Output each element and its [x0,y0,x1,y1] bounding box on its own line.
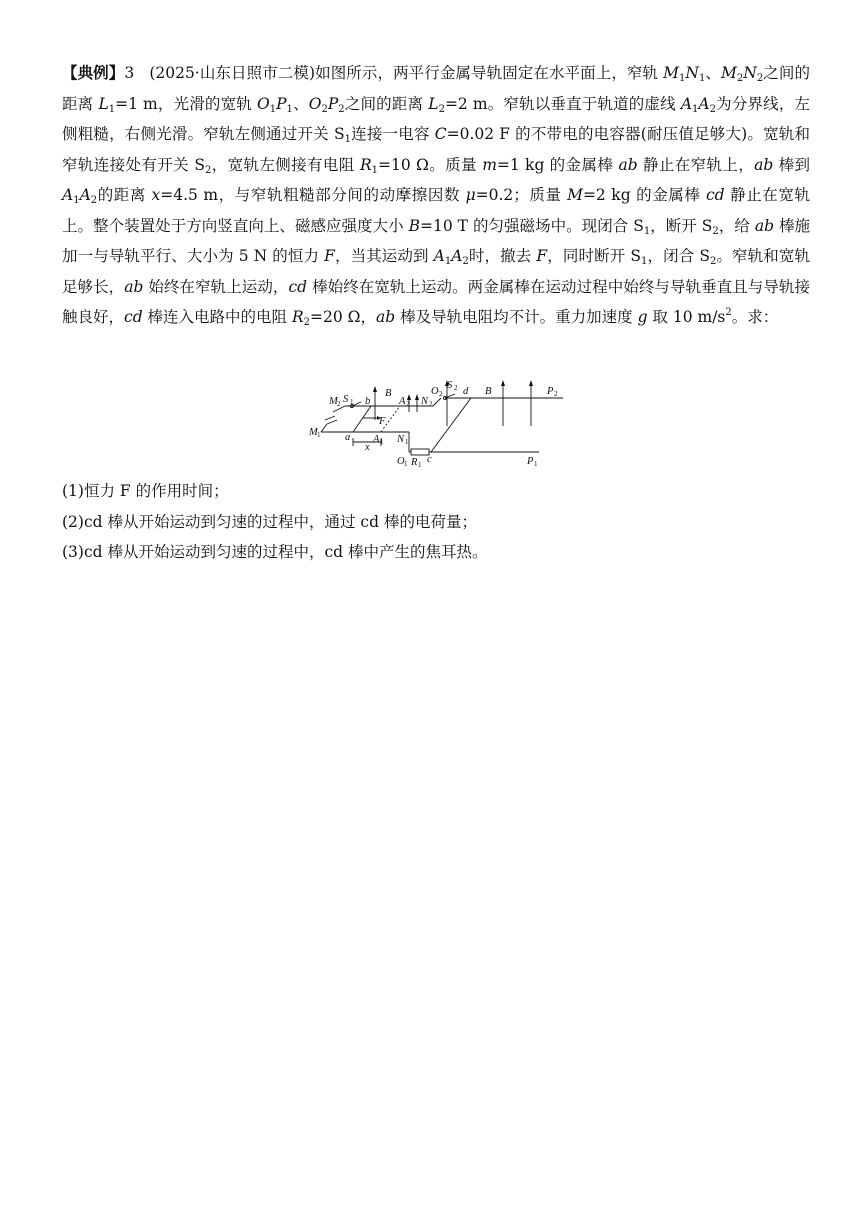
problem-segment: 1 [643,225,651,237]
problem-segment: F [536,247,548,265]
problem-segment: 2 [709,256,717,267]
problem-segment: g [637,308,648,326]
problem-segment: 1 [444,256,452,267]
question-list [62,476,810,568]
label-a1: A [373,434,380,445]
problem-segment: 时，撤去 [468,247,537,265]
problem-segment: A [433,247,445,265]
problem-segment: F [324,247,335,265]
label-o2: O [431,386,439,397]
problem-segment: 之间的距离 [344,94,429,113]
problem-segment: μ [465,186,476,204]
label-o1: O [397,456,405,467]
problem-segment: C [434,125,447,143]
problem-segment: N [685,64,699,82]
problem-segment: 2 [204,164,212,176]
problem-segment: R [359,155,372,174]
problem-body [62,64,810,326]
svg-text:2: 2 [337,400,341,408]
problem-segment: 2 [438,103,445,115]
problem-segment: 、 [292,94,309,113]
label-n2: N [421,396,429,407]
problem-segment: 棒连入电路中的电阻 [142,308,292,326]
problem-segment: ab [618,155,638,174]
label-d: d [463,386,469,397]
problem-segment: 之间的距离 [62,64,810,113]
problem-segment: 的距离 [97,186,152,204]
problem-statement [62,58,810,333]
question-2: (2)cd 棒从开始运动到匀速的过程中，通过 cd 棒的电荷量； [62,512,477,531]
label-n1: N [397,434,405,445]
question-3: (3)cd 棒从开始运动到匀速的过程中，cd 棒中产生的焦耳热。 [62,543,488,561]
label-r1: R [411,457,418,468]
label-s2: S [447,380,453,391]
example-tag: 【典例】 [62,64,125,82]
problem-segment: N [743,64,757,82]
problem-segment: P [276,94,287,113]
problem-segment: 连接一电容 [350,125,435,143]
label-b-left: B [385,388,392,399]
problem-segment: B [408,216,420,235]
problem-segment: O [257,94,270,113]
problem-segment: ，宽轨左侧接有电阻 [211,155,360,174]
svg-text:2: 2 [406,400,410,408]
problem-segment: 1 [679,73,686,84]
problem-segment: ，当其运动到 [334,247,434,265]
problem-segment: 静止在窄轨上， [637,155,755,174]
label-p1: P [527,456,534,467]
problem-segment: 静止在宽轨上。整个装置处于方向竖直向上、磁感应强度大小 [62,186,810,235]
field-arrowhead-6 [529,380,533,386]
problem-segment: 1 [286,103,293,115]
problem-segment: ，闭合 S [647,247,710,265]
problem-segment: =10 Ω。质量 [378,155,483,174]
problem-segment: A [79,186,91,204]
problem-segment: 2 [338,103,345,115]
problem-segment: =1 m，光滑的宽轨 [115,94,258,113]
label-m2: M [329,396,338,407]
svg-text:1: 1 [405,438,409,446]
problem-segment: M [721,64,737,82]
problem-segment: 2 [756,73,764,84]
problem-segment: 如图所示，两平行金属导轨固定在水平面上，窄轨 [315,64,664,82]
problem-segment: 为分界线，左侧粗糙，右侧光滑。窄轨左侧通过开关 S [62,94,810,143]
problem-segment: M [567,186,583,204]
problem-segment: L [98,94,109,113]
label-s1: S [343,394,349,405]
svg-text:1: 1 [380,438,384,446]
problem-segment: cd [124,308,143,326]
capacitor-wire-bottom [321,424,327,432]
problem-segment: ab [754,216,775,235]
problem-segment: =20 Ω， [310,308,377,326]
field-arrowhead-1 [373,386,377,392]
problem-segment: 2 [709,103,716,115]
problem-segment: 2 [321,103,328,115]
svg-text:2: 2 [554,390,558,398]
problem-segment: 2 [712,225,719,237]
label-b-right: B [485,386,492,397]
label-x: x [365,442,370,453]
label-b: b [365,396,371,407]
problem-segment: 。求： [731,308,779,326]
rail-diagram-svg [305,376,567,472]
svg-text:1: 1 [350,398,354,406]
problem-segment: ，同时断开 S [547,247,641,265]
svg-text:2: 2 [454,384,458,392]
problem-segment: 取 10 m/s [647,308,726,326]
problem-segment: 。窄轨和宽轨足够长， [62,247,810,296]
problem-segment: 2 [725,307,732,318]
rod-ab [353,406,371,432]
svg-text:1: 1 [317,431,321,439]
question-1: (1)恒力 F 的作用时间； [62,482,229,500]
capacitor-plate-2 [327,420,337,424]
problem-segment: 1 [371,164,378,176]
problem-segment: 1 [344,134,351,145]
problem-segment: A [451,247,463,265]
problem-segment: 1 [73,195,80,206]
problem-segment: =10 T 的匀强磁场中。现闭合 S [420,216,644,235]
svg-text:1: 1 [534,460,538,468]
problem-segment: 1 [692,103,699,115]
problem-segment: x [151,186,161,204]
label-p2: P [547,386,554,397]
problem-segment: 棒始终在宽轨上运动。两金属棒在运动过程中始终与导轨垂直且与导轨接触良好， [62,277,810,326]
svg-text:2: 2 [439,390,443,398]
problem-segment: M [663,64,680,82]
capacitor-plate-1 [325,416,335,420]
field-arrowhead-3 [415,394,419,400]
problem-segment: R [291,308,304,326]
problem-segment: 、 [705,64,722,82]
problem-segment: 1 [698,73,706,84]
problem-segment: A [698,94,710,113]
problem-segment: P [327,94,339,113]
problem-segment: =0.02 F 的不带电的电容器(耐压值足够大)。宽轨和窄轨连接处有开关 S [62,125,810,174]
example-number: 3 [124,64,135,82]
problem-segment: ab [754,155,774,174]
svg-text:1: 1 [418,461,422,469]
problem-segment: ，断开 S [650,216,713,235]
label-f: F [379,416,386,427]
problem-segment: 棒及导轨电阻均不计。重力加速度 [395,308,638,326]
problem-segment: O [308,94,322,113]
problem-segment: =4.5 m，与窄轨粗糙部分间的动摩擦因数 [160,186,466,204]
rod-cd [431,398,471,452]
problem-segment: cd [706,186,725,204]
field-arrowhead-5 [501,380,505,386]
problem-segment: 1 [269,103,277,115]
problem-segment: 1 [108,103,116,115]
svg-text:1: 1 [404,460,408,468]
switch-s2-blade [445,394,455,398]
problem-segment: 1 [641,256,648,267]
problem-source: (2025·山东日照市二模) [149,64,316,82]
link-n2-o2 [433,398,441,406]
problem-segment: =1 kg 的金属棒 [496,155,619,174]
svg-text:2: 2 [429,400,433,408]
problem-segment: 2 [90,195,98,206]
problem-segment: =0.2；质量 [475,186,568,204]
problem-segment: L [428,94,439,113]
problem-segment: 2 [736,73,744,84]
problem-segment: ，给 [718,216,755,235]
label-a: a [345,432,351,443]
problem-segment: ab [376,308,396,326]
problem-segment: 始终在窄轨上运动， [143,277,289,296]
problem-segment: =2 m。窄轨以垂直于轨道的虚线 [444,94,681,113]
label-a2: A [399,396,406,407]
label-m1: M [309,427,318,438]
problem-segment: cd [288,277,308,296]
problem-segment: =2 kg 的金属棒 [582,186,706,204]
problem-segment: 2 [303,317,311,328]
problem-segment: A [62,186,74,204]
problem-segment: ab [124,277,144,296]
rail-diagram [305,376,567,472]
problem-segment: 2 [462,256,469,267]
problem-segment: m [482,155,497,174]
problem-segment: 棒到 [773,155,811,174]
problem-segment: 棒施加一与导轨平行、大小为 5 N 的恒力 [62,216,811,265]
label-c: c [427,454,432,465]
problem-segment: A [680,94,693,113]
